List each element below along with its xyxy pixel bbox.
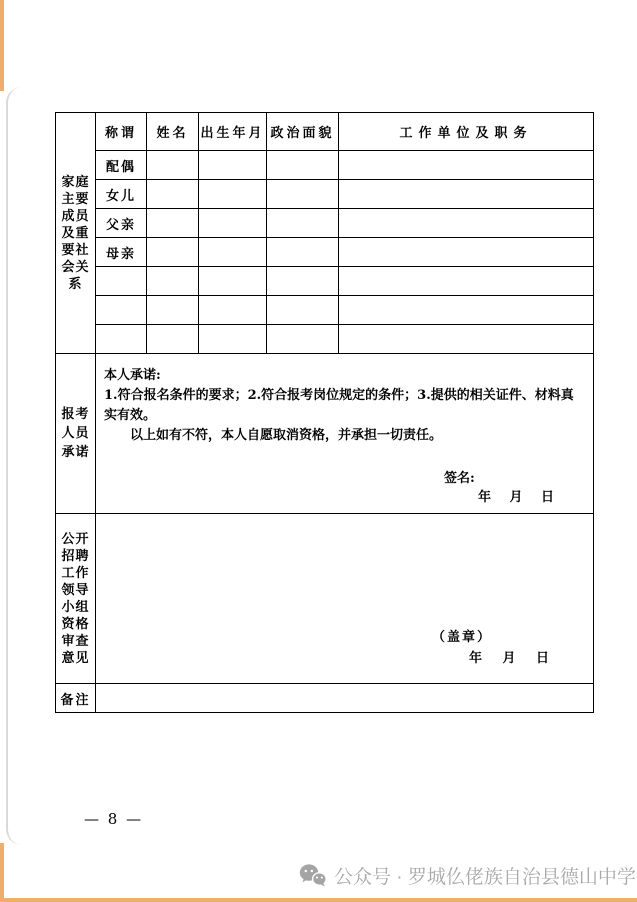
seal-date-label: 年 月 日 [469,651,550,666]
watermark [299,861,636,889]
review-label-line: 招聘 [61,548,90,564]
column-header-political-status: 政治面貌 [267,113,339,151]
column-header-name: 姓名 [147,113,199,151]
review-label-line: 公开 [61,531,90,547]
table-cell [147,325,199,354]
table-cell [199,296,267,325]
family-label-line: 系 [68,276,83,292]
review-label-line: 意见 [61,650,90,666]
family-label-line: 家庭 [61,174,90,190]
watermark-text: 公众号 · 罗城仫佬族自治县德山中学 [334,866,636,888]
family-section-label [56,113,96,354]
review-label-line: 资格 [61,616,90,632]
table-cell [147,209,199,238]
review-content-cell [96,514,593,684]
commitment-text [96,354,593,446]
family-row-label-mother: 母亲 [96,238,147,267]
table-cell [199,267,267,296]
commitment-label-line: 人员 [61,426,90,441]
remarks-content-cell [96,684,593,712]
commitment-title: 本人承诺: [104,368,161,383]
table-cell [96,325,147,354]
table-cell [147,180,199,209]
commitment-terms: 1.符合报名条件的要求；2.符合报考岗位规定的条件；3.提供的相关证件、材料真实有效。 [104,388,574,423]
table-cell [339,325,593,354]
table-cell [199,180,267,209]
table-cell [267,209,339,238]
table-cell [267,180,339,209]
wechat-official-account-icon [299,864,327,887]
family-label-line: 及重 [61,225,90,241]
review-label-line: 工作 [61,565,90,581]
signature-date-label: 年 月 日 [478,490,555,505]
review-label-line: 小组 [61,599,90,615]
review-section-label [56,514,96,684]
family-row-label-spouse: 配偶 [96,151,147,180]
table-cell [267,267,339,296]
table-cell [96,267,147,296]
review-label-line: 审查 [61,633,90,649]
commitment-label-line: 承诺 [61,445,90,460]
family-label-line: 会关 [61,259,90,275]
table-cell [96,296,147,325]
page-number: — 8 — [84,810,144,828]
table-cell [267,296,339,325]
family-row-label-daughter: 女儿 [96,180,147,209]
table-cell [339,238,593,267]
family-label-line: 成员 [61,208,90,224]
family-label-line: 要社 [61,242,90,258]
table-cell [147,151,199,180]
commitment-label-line: 报考 [61,407,90,422]
column-header-birth-date: 出生年月 [199,113,267,151]
remarks-label: 备注 [56,684,96,712]
table-cell [339,209,593,238]
table-cell [147,296,199,325]
family-row-label-father: 父亲 [96,209,147,238]
seal-label: （盖章） [432,630,493,645]
table-cell [199,238,267,267]
page-edge-left-bottom [0,843,4,902]
signature-label: 签名: [444,471,475,486]
table-cell [267,238,339,267]
commitment-content-cell [96,354,593,514]
table-cell [199,325,267,354]
application-form-table [55,112,594,713]
page-edge-left-top [0,0,4,91]
commitment-closing: 以上如有不符，本人自愿取消资格，并承担一切责任。 [130,428,443,443]
page-edge-bottom [0,898,637,902]
table-cell [147,238,199,267]
table-cell [339,296,593,325]
table-cell [267,325,339,354]
table-cell [339,151,593,180]
commitment-section-label [56,354,96,514]
table-cell [199,151,267,180]
review-label-line: 领导 [61,582,90,598]
table-cell [267,151,339,180]
table-cell [339,180,593,209]
column-header-relation: 称谓 [96,113,147,151]
family-label-line: 主要 [61,191,90,207]
table-cell [199,209,267,238]
table-cell [339,267,593,296]
column-header-work-unit: 工作单位及职务 [339,113,593,151]
table-cell [147,267,199,296]
